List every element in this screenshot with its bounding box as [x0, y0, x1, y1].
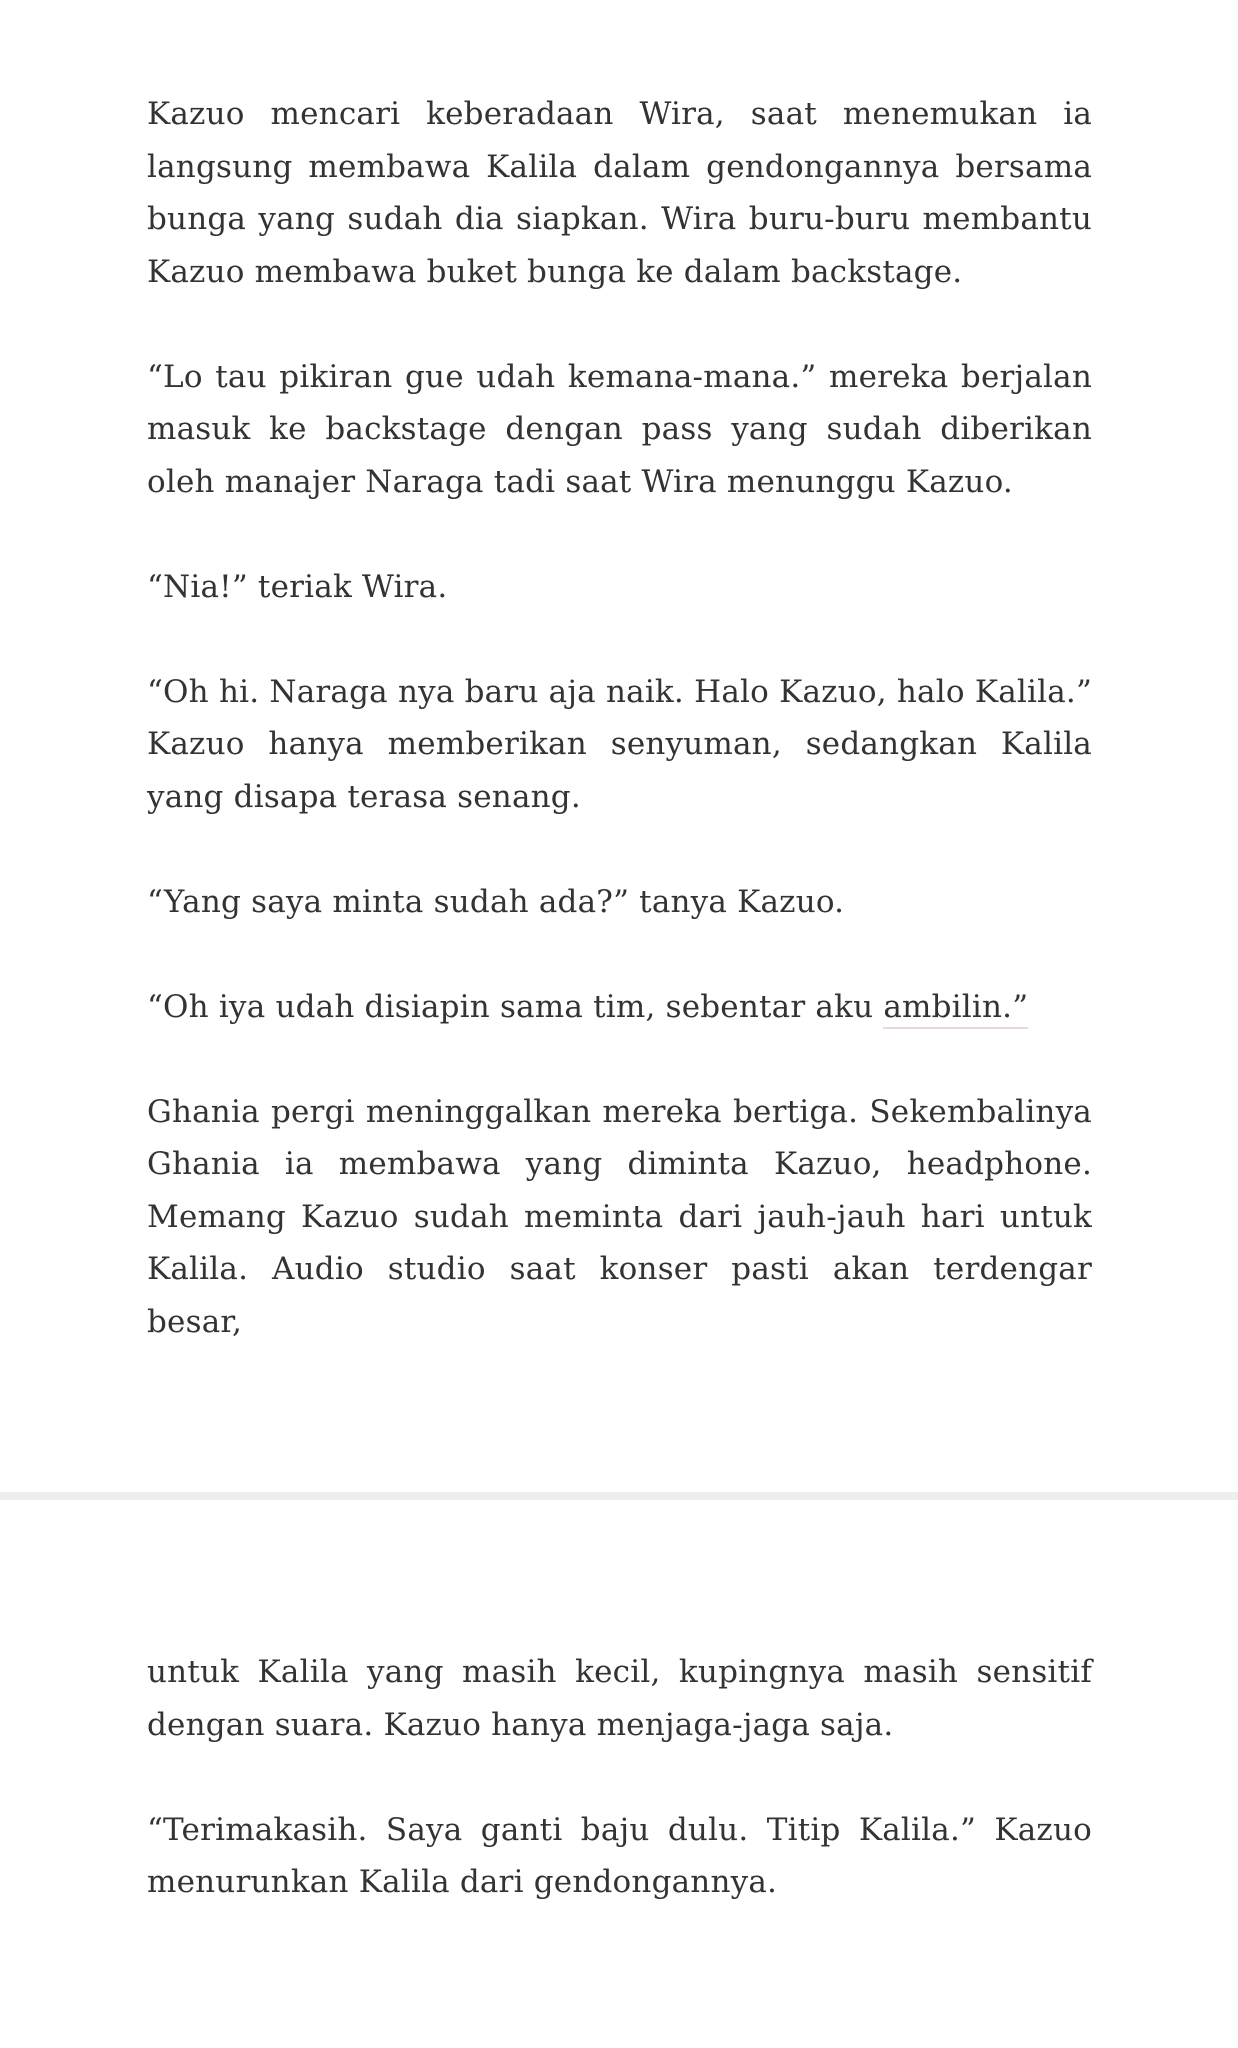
underlined-word: ambilin.”: [883, 989, 1028, 1029]
page-separator: [0, 1492, 1238, 1500]
page-2-text: [147, 1646, 1092, 1909]
paragraph-6-text: “Oh iya udah disiapin sama tim, sebentar aku: [147, 988, 884, 1025]
paragraph-4: “Oh hi. Naraga nya baru aja naik. Halo Kazuo, halo Kalila.” Kazuo hanya memberikan senyuman, sedangkan Kalila yang disapa terasa senang.: [147, 673, 1092, 815]
paragraph-2: “Lo tau pikiran gue udah kemana-mana.” mereka berjalan masuk ke backstage dengan pass yang sudah diberikan oleh manajer Naraga tadi saat Wira menunggu Kazuo.: [147, 358, 1092, 500]
paragraph-9: “Terimakasih. Saya ganti baju dulu. Titip Kalila.” Kazuo menurunkan Kalila dari gendongannya.: [147, 1811, 1092, 1900]
document-page-2: [0, 1500, 1238, 2048]
page-1-text: [147, 88, 1092, 1348]
paragraph-8: untuk Kalila yang masih kecil, kupingnya masih sensitif dengan suara. Kazuo hanya menjaga-jaga saja.: [147, 1654, 1092, 1743]
paragraph-5: “Yang saya minta sudah ada?” tanya Kazuo.: [147, 883, 845, 920]
paragraph-6: [147, 981, 1092, 1034]
paragraph-3: “Nia!” teriak Wira.: [147, 568, 448, 605]
paragraph-7: Ghania pergi meninggalkan mereka bertiga. Sekembalinya Ghania ia membawa yang diminta Kazuo, headphone. Memang Kazuo sudah meminta dari jauh-jauh hari untuk Kalila. Audio studio saat konser pasti akan terdengar besar,: [147, 1093, 1092, 1340]
paragraph-1: Kazuo mencari keberadaan Wira, saat menemukan ia langsung membawa Kalila dalam gendongannya bersama bunga yang sudah dia siapkan. Wira buru-buru membantu Kazuo membawa buket bunga ke dalam backstage.: [147, 96, 1092, 290]
